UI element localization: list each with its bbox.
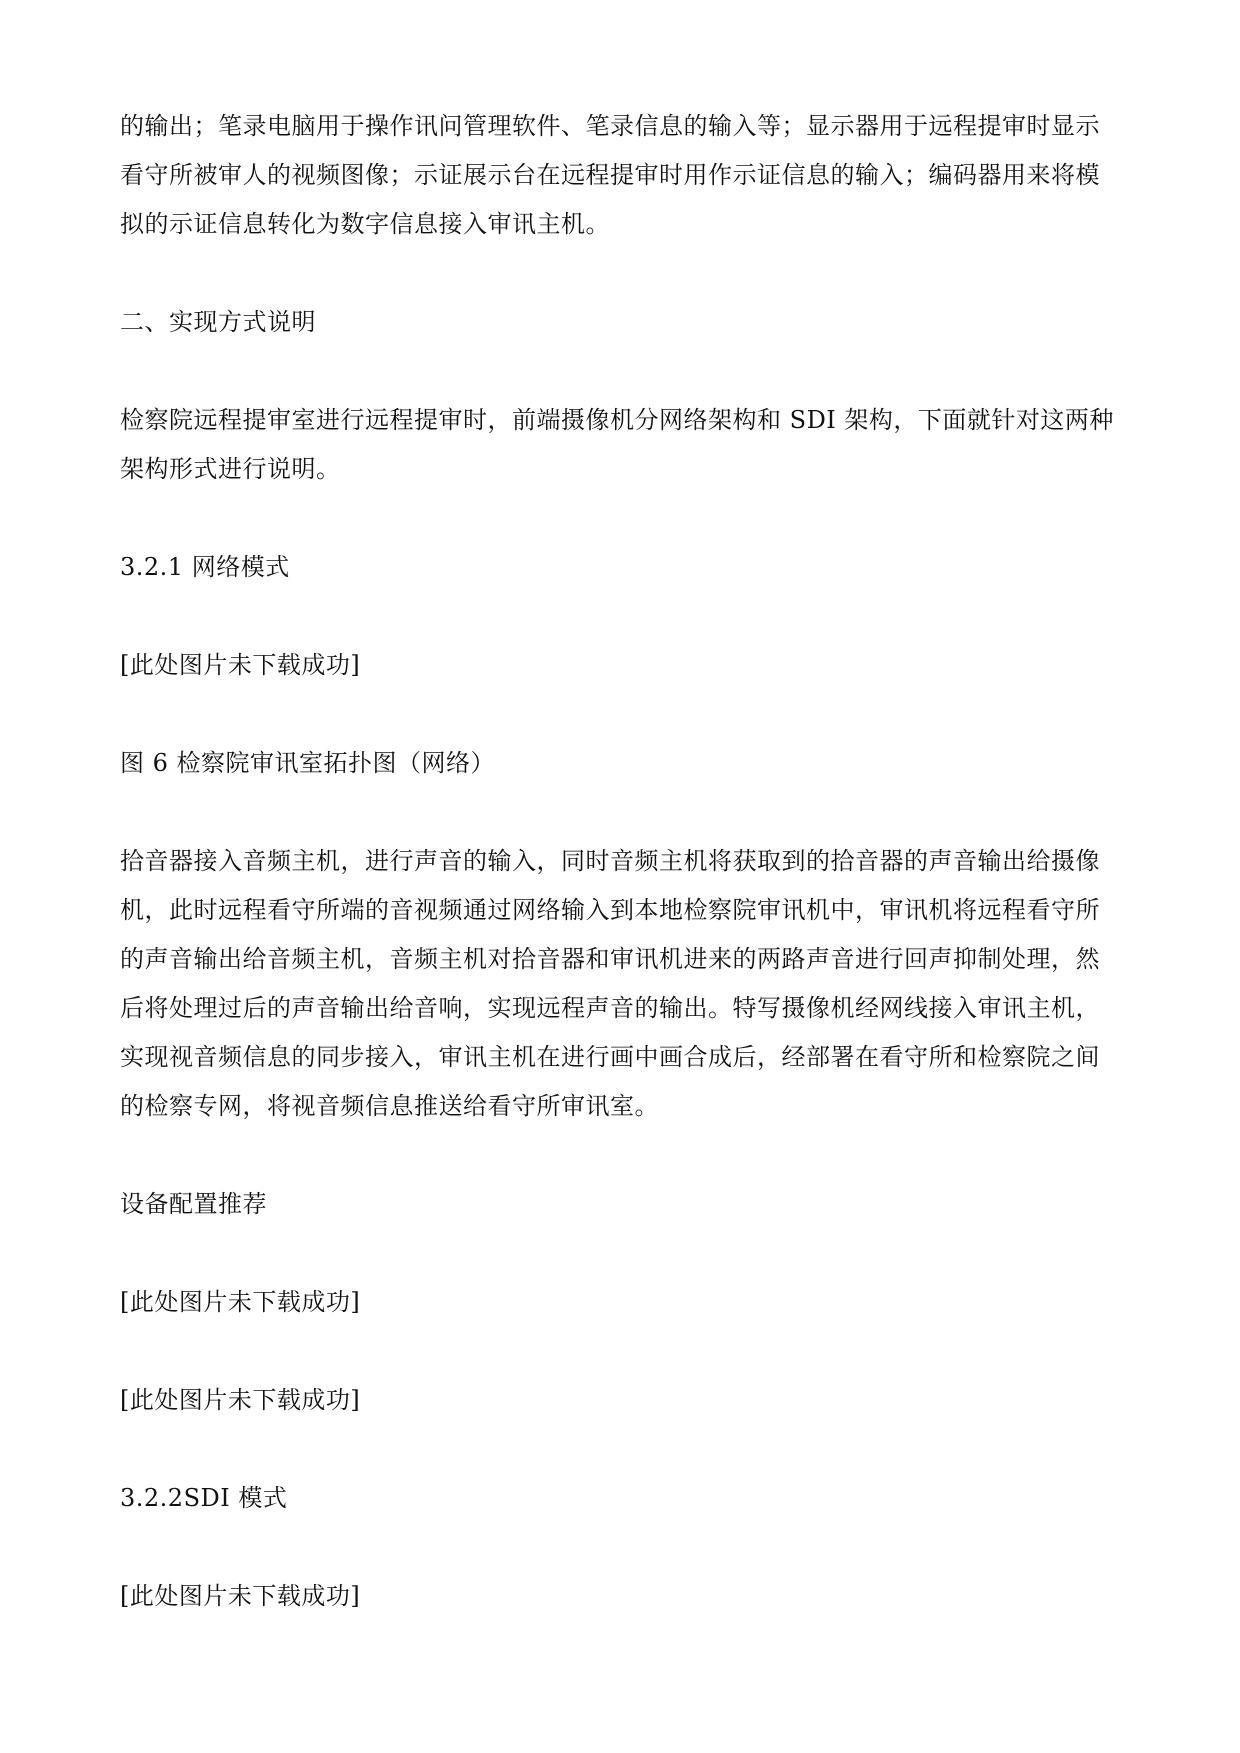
image-placeholder: [此处图片未下载成功] <box>120 1582 361 1610</box>
text-line: 拾音器接入音频主机，进行声音的输入，同时音频主机将获取到的拾音器的声音输出给摄像 <box>120 847 1100 875</box>
text-line: 检察院远程提审室进行远程提审时，前端摄像机分网络架构和 SDI 架构，下面就针对这两种 <box>120 406 1114 434</box>
text-line: 看守所被审人的视频图像；示证展示台在远程提审时用作示证信息的输入；编码器用来将模 <box>120 161 1100 189</box>
text-line: 实现视音频信息的同步接入，审讯主机在进行画中画合成后，经部署在看守所和检察院之间 <box>120 1043 1100 1071</box>
text-line: 架构形式进行说明。 <box>120 455 341 483</box>
text-line: 机，此时远程看守所端的音视频通过网络输入到本地检察院审讯机中，审讯机将远程看守所 <box>120 896 1100 924</box>
image-placeholder: [此处图片未下载成功] <box>120 1386 361 1414</box>
heading-device-recommendation: 设备配置推荐 <box>120 1190 267 1218</box>
text-line: 拟的示证信息转化为数字信息接入审讯主机。 <box>120 210 610 238</box>
text-line: 的检察专网，将视音频信息推送给看守所审讯室。 <box>120 1092 659 1120</box>
section-heading-implementation: 二、实现方式说明 <box>120 308 316 336</box>
document-page <box>120 102 1130 1621</box>
paragraph-equipment-description <box>120 102 1130 249</box>
text-line: 后将处理过后的声音输出给音响，实现远程声音的输出。特写摄像机经网线接入审讯主机， <box>120 994 1100 1022</box>
paragraph-architecture-intro <box>120 396 1130 494</box>
figure-caption: 图 6 检察院审讯室拓扑图（网络） <box>120 749 496 777</box>
text-line: 的声音输出给音频主机，音频主机对拾音器和审讯机进来的两路声音进行回声抑制处理，然 <box>120 945 1100 973</box>
text-line: 的输出；笔录电脑用于操作讯问管理软件、笔录信息的输入等；显示器用于远程提审时显示 <box>120 112 1100 140</box>
subsection-heading-network-mode: 3.2.1 网络模式 <box>120 553 290 581</box>
image-placeholder: [此处图片未下载成功] <box>120 651 361 679</box>
paragraph-network-mode-description <box>120 837 1130 1131</box>
image-placeholder: [此处图片未下载成功] <box>120 1288 361 1316</box>
subsection-heading-sdi-mode: 3.2.2SDI 模式 <box>120 1484 288 1512</box>
